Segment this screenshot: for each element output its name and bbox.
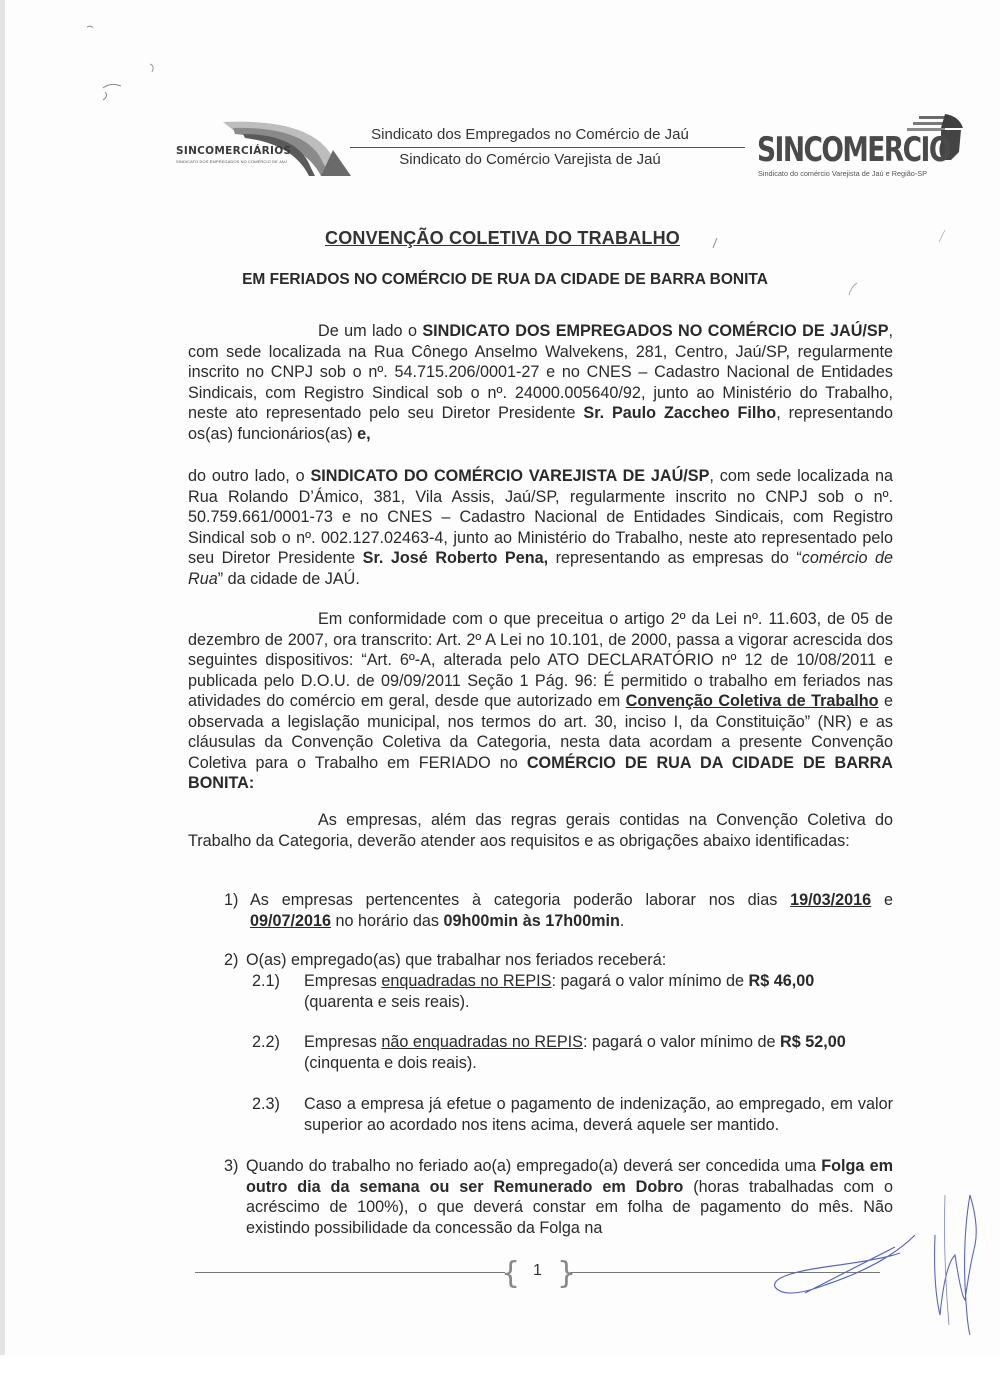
date-2: 09/07/2016: [250, 911, 332, 930]
text: Empresas: [304, 1033, 382, 1051]
text: , com sede localizada na Rua Rolando D’Ámico, 381, Vila Assis, Jaú/SP, regularmente inscrito no CNPJ sob o nº. 50.759.661/0001-73 e no CNES – Cadastro Nacional de Entidades Sindicais, com Registro Sindical sob o nº. 002.127.02463-4, junto ao Ministério do Trabalho, neste ato representado pelo seu Diretor Presidente: [188, 467, 894, 567]
paragraph-requirements-intro: [188, 810, 893, 851]
paragraph-legal-basis: [188, 609, 893, 794]
clause-1: [224, 890, 893, 931]
text: ” da cidade de JAÚ.: [217, 569, 360, 588]
bold-text: SINDICATO DOS EMPREGADOS NO COMÉRCIO DE JAÚ/SP: [422, 322, 889, 340]
text: , representando os(as) funcionários(as): [188, 404, 893, 443]
letterhead: [350, 126, 745, 168]
underlined-text: enquadradas no REPIS: [381, 972, 552, 990]
amount: R$ 52,00: [780, 1033, 846, 1051]
text: Empresas: [304, 972, 382, 990]
paragraph-party-2: [188, 466, 893, 589]
clause-number: 2): [224, 951, 239, 969]
bold-text: COMÉRCIO DE RUA DA CIDADE DE BARRA BONITA:: [188, 753, 893, 792]
handwritten-signature: [765, 1175, 995, 1355]
text: : pagará o valor mínimo de: [582, 1033, 781, 1051]
text: O(as) empregado(as) que trabalhar nos feriados receberá:: [246, 951, 667, 969]
footer-brace-right: }: [557, 1256, 577, 1291]
text: (cinquenta e dois reais).: [304, 1053, 477, 1072]
letterhead-rule: [350, 147, 745, 148]
scan-bottom-margin: [0, 1355, 1000, 1375]
date-1: 19/03/2016: [790, 891, 872, 909]
clause-2: [224, 950, 893, 971]
italic-text: comércio de Rua: [188, 549, 893, 588]
text: As empresas, além das regras gerais contidas na Convenção Coletiva do Trabalho da Categoria, deverão atender aos requisitos e as obrigações abaixo identificadas:: [188, 811, 893, 850]
left-logo-name: SINCOMERCIÁRIOS: [176, 145, 292, 157]
bold-text: Sr. José Roberto Pena,: [362, 549, 549, 567]
text: no horário das: [331, 911, 444, 930]
sincomerciarios-logo: [173, 118, 363, 180]
bold-text: Sr. Paulo Zaccheo Filho: [583, 404, 777, 422]
text: De um lado o: [318, 322, 423, 340]
clause-number: 3): [224, 1157, 239, 1175]
left-logo-subtitle: SINDICATO DOS EMPREGADOS NO COMÉRCIO DE JAÚ: [176, 159, 287, 164]
page-number: 1: [533, 1262, 542, 1279]
clause-2-2: [252, 1032, 893, 1073]
clause-number: 2.3): [252, 1095, 280, 1113]
text: (horas trabalhadas com o acréscimo de 100%), o que deverá constar em folha de pagamento do mês. Não existindo possibilidade da concessão da Folga na: [246, 1177, 893, 1237]
bold-underlined-text: Convenção Coletiva de Trabalho: [625, 692, 879, 710]
paragraph-party-1: [188, 321, 893, 444]
underlined-text: não enquadradas no REPIS: [381, 1033, 583, 1051]
text: , com sede localizada na Rua Cônego Anselmo Walvekens, 281, Centro, Jaú/SP, regularmente inscrito no CNPJ sob o nº. 54.715.206/0001-27 e no CNES – Cadastro Nacional de Entidades Sindicais, com Registro Sindical sob o nº. 24000.005640/92, junto ao Ministério do Trabalho, neste ato representado pelo seu Diretor Presidente: [188, 322, 893, 422]
text: Quando do trabalho no feriado ao(a) empregado(a) deverá ser concedida uma: [246, 1157, 822, 1175]
footer-brace-left: {: [501, 1256, 521, 1291]
text: do outro lado, o: [188, 467, 311, 485]
working-hours: 09h00min às 17h00min: [443, 911, 620, 930]
document-page: [5, 0, 1000, 1355]
document-subtitle: EM FERIADOS NO COMÉRCIO DE RUA DA CIDADE DE BARRA BONITA: [242, 271, 768, 288]
bold-text: SINDICATO DO COMÉRCIO VAREJISTA DE JAÚ/SP: [310, 467, 710, 485]
letterhead-line-2: Sindicato do Comércio Varejista de Jaú: [399, 151, 661, 168]
clause-number: 2.2): [252, 1033, 280, 1051]
clause-2-1: [252, 971, 893, 1012]
clause-2-3: [252, 1094, 893, 1135]
clause-number: 1): [224, 891, 239, 909]
bold-text: e,: [357, 424, 371, 443]
text: representando as empresas do “: [548, 549, 802, 567]
text: Em conformidade com o que preceitua o artigo 2º da Lei nº. 11.603, de 05 de dezembro de 2007, ora transcrito: Art. 2º A Lei no 10.101, de 2000, passa a vigorar acrescida dos seguintes dispositivos: “Art. 6º-A, alterada pelo ATO DECLARATÓRIO nº 12 de 10/08/2011 e publicada pelo D.O.U. de 09/09/2011 Seção 1 Pág. 96: É permitido o trabalho em feriados nas atividades do comércio em geral, desde que autorizado em: [188, 610, 893, 710]
text: Caso a empresa já efetue o pagamento de indenização, ao empregado, em valor superior ao acordado nos itens acima, deverá aquele ser mantido.: [304, 1095, 893, 1134]
text: : pagará o valor mínimo de: [551, 972, 749, 990]
letterhead-line-1: Sindicato dos Empregados no Comércio de Jaú: [371, 126, 689, 143]
clause-number: 2.1): [252, 972, 280, 990]
text: .: [619, 911, 625, 930]
text: e: [871, 891, 893, 909]
right-logo-subtitle: Sindicato do comércio Varejista de Jaú e Região-SP: [758, 169, 928, 178]
text: (quarenta e seis reais).: [304, 992, 470, 1011]
right-logo-name: SINCOMERCIO: [757, 130, 950, 170]
bold-text: Folga em outro dia da semana ou ser Remunerado em Dobro: [246, 1157, 893, 1196]
text: As empresas pertencentes à categoria poderão laborar nos dias: [250, 891, 791, 909]
sincomercio-logo: [757, 112, 967, 182]
document-title: CONVENÇÃO COLETIVA DO TRABALHO: [325, 228, 680, 248]
amount: R$ 46,00: [748, 972, 815, 990]
text: e observada a legislação municipal, nos termos do art. 30, inciso I, da Constituição” (NR) e as cláusulas da Convenção Coletiva da Categoria, nesta data acordam a presente Convenção Coletiva para o Trabalho em FERIADO no: [188, 692, 893, 772]
footer-rule-left: [195, 1272, 505, 1273]
